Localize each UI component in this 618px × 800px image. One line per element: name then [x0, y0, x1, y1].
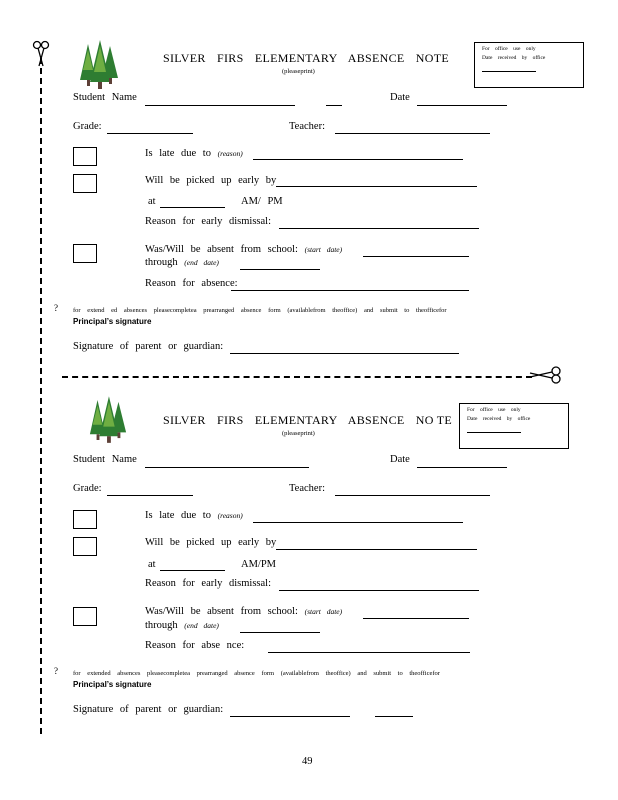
start-date-field[interactable]: [363, 256, 469, 257]
parent-signature-field[interactable]: [230, 353, 459, 354]
at-label: at: [148, 559, 156, 570]
question-mark: ?: [54, 303, 58, 313]
early-reason-label: Reason for early dismissal:: [145, 216, 272, 227]
fir-trees-icon: [88, 396, 128, 444]
date-field[interactable]: [417, 105, 507, 106]
date-received-label: Date received by office: [467, 416, 531, 422]
late-label: Is late due to (reason): [145, 510, 243, 521]
student-name-field[interactable]: [145, 467, 309, 468]
office-use-box: [474, 42, 584, 88]
early-pickup-checkbox[interactable]: [73, 174, 97, 193]
teacher-label: Teacher:: [289, 483, 325, 494]
grade-field[interactable]: [107, 495, 193, 496]
question-mark: ?: [54, 666, 58, 676]
early-reason-label: Reason for early dismissal:: [145, 578, 272, 589]
grade-label: Grade:: [73, 483, 102, 494]
pickup-time-field[interactable]: [160, 570, 225, 571]
principal-signature-label: Principal’s signature: [73, 680, 152, 689]
picked-up-label: Will be picked up early by: [145, 175, 277, 186]
end-date-hint: (end date): [184, 258, 219, 267]
scissors-icon: [32, 40, 50, 68]
through-label: through (end date): [145, 257, 219, 268]
picked-up-by-field[interactable]: [276, 549, 477, 550]
reason-hint: (reason): [217, 149, 243, 158]
student-name-extra-field[interactable]: [326, 105, 342, 106]
form-title: SILVER FIRS ELEMENTARY ABSENCE NOTE: [163, 51, 450, 65]
please-print-note: (pleaseprint): [282, 430, 315, 437]
early-pickup-checkbox[interactable]: [73, 537, 97, 556]
horizontal-cut-line: [62, 376, 532, 378]
date-received-label: Date received by office: [482, 55, 546, 61]
at-label: at: [148, 196, 156, 207]
vertical-cut-line: [40, 58, 42, 734]
teacher-field[interactable]: [335, 133, 490, 134]
extended-absence-note: for extend ed absences pleasecompletea prearranged absence form (availablefrom theoffice) and submit to theofficefor: [73, 307, 447, 314]
student-name-label: Student Name: [73, 92, 137, 103]
teacher-label: Teacher:: [289, 121, 325, 132]
fir-trees-icon: [78, 40, 120, 90]
page-number: 49: [302, 756, 313, 767]
absent-label: Was/Will be absent from school: (start date): [145, 606, 343, 617]
scissors-icon: [528, 366, 562, 384]
late-label: Is late due to (reason): [145, 148, 243, 159]
pickup-time-field[interactable]: [160, 207, 225, 208]
principal-signature-label: Principal’s signature: [73, 317, 152, 326]
signature-date-field[interactable]: [375, 716, 413, 717]
student-name-label: Student Name: [73, 454, 137, 465]
parent-signature-field[interactable]: [230, 716, 350, 717]
late-reason-field[interactable]: [253, 522, 463, 523]
please-print-note: (pleaseprint): [282, 68, 315, 75]
am-pm-label: AM/ PM: [241, 196, 283, 207]
picked-up-by-field[interactable]: [276, 186, 477, 187]
am-pm-label: AM/PM: [241, 559, 277, 570]
absence-reason-field[interactable]: [231, 290, 469, 291]
late-checkbox[interactable]: [73, 510, 97, 529]
date-label: Date: [390, 454, 410, 465]
absence-reason-label: Reason for absence:: [145, 278, 238, 289]
picked-up-label: Will be picked up early by: [145, 537, 277, 548]
office-use-label: For office use only: [482, 46, 536, 52]
date-label: Date: [390, 92, 410, 103]
start-date-hint: (start date): [304, 245, 343, 254]
absence-reason-label: Reason for abse nce:: [145, 640, 245, 651]
late-reason-field[interactable]: [253, 159, 463, 160]
early-reason-field[interactable]: [279, 590, 479, 591]
start-date-hint: (start date): [304, 607, 343, 616]
grade-label: Grade:: [73, 121, 102, 132]
office-use-box: [459, 403, 569, 449]
parent-signature-label: Signature of parent or guardian:: [73, 341, 224, 352]
absence-reason-field[interactable]: [268, 652, 470, 653]
date-received-field[interactable]: [482, 71, 536, 72]
parent-signature-label: Signature of parent or guardian:: [73, 704, 224, 715]
end-date-field[interactable]: [240, 269, 320, 270]
grade-field[interactable]: [107, 133, 193, 134]
teacher-field[interactable]: [335, 495, 490, 496]
date-field[interactable]: [417, 467, 507, 468]
through-label: through (end date): [145, 620, 219, 631]
absent-checkbox[interactable]: [73, 607, 97, 626]
early-reason-field[interactable]: [279, 228, 479, 229]
office-use-label: For office use only: [467, 407, 521, 413]
end-date-field[interactable]: [240, 632, 320, 633]
absent-label: Was/Will be absent from school: (start date): [145, 244, 343, 255]
date-received-field[interactable]: [467, 432, 521, 433]
extended-absence-note: for extended absences pleasecompletea prearranged absence form (availablefrom theoffice) and submit to theofficefor: [73, 670, 440, 677]
form-title: SILVER FIRS ELEMENTARY ABSENCE NO TE: [163, 413, 453, 427]
reason-hint: (reason): [217, 511, 243, 520]
late-checkbox[interactable]: [73, 147, 97, 166]
student-name-field[interactable]: [145, 105, 295, 106]
end-date-hint: (end date): [184, 621, 219, 630]
start-date-field[interactable]: [363, 618, 469, 619]
absent-checkbox[interactable]: [73, 244, 97, 263]
